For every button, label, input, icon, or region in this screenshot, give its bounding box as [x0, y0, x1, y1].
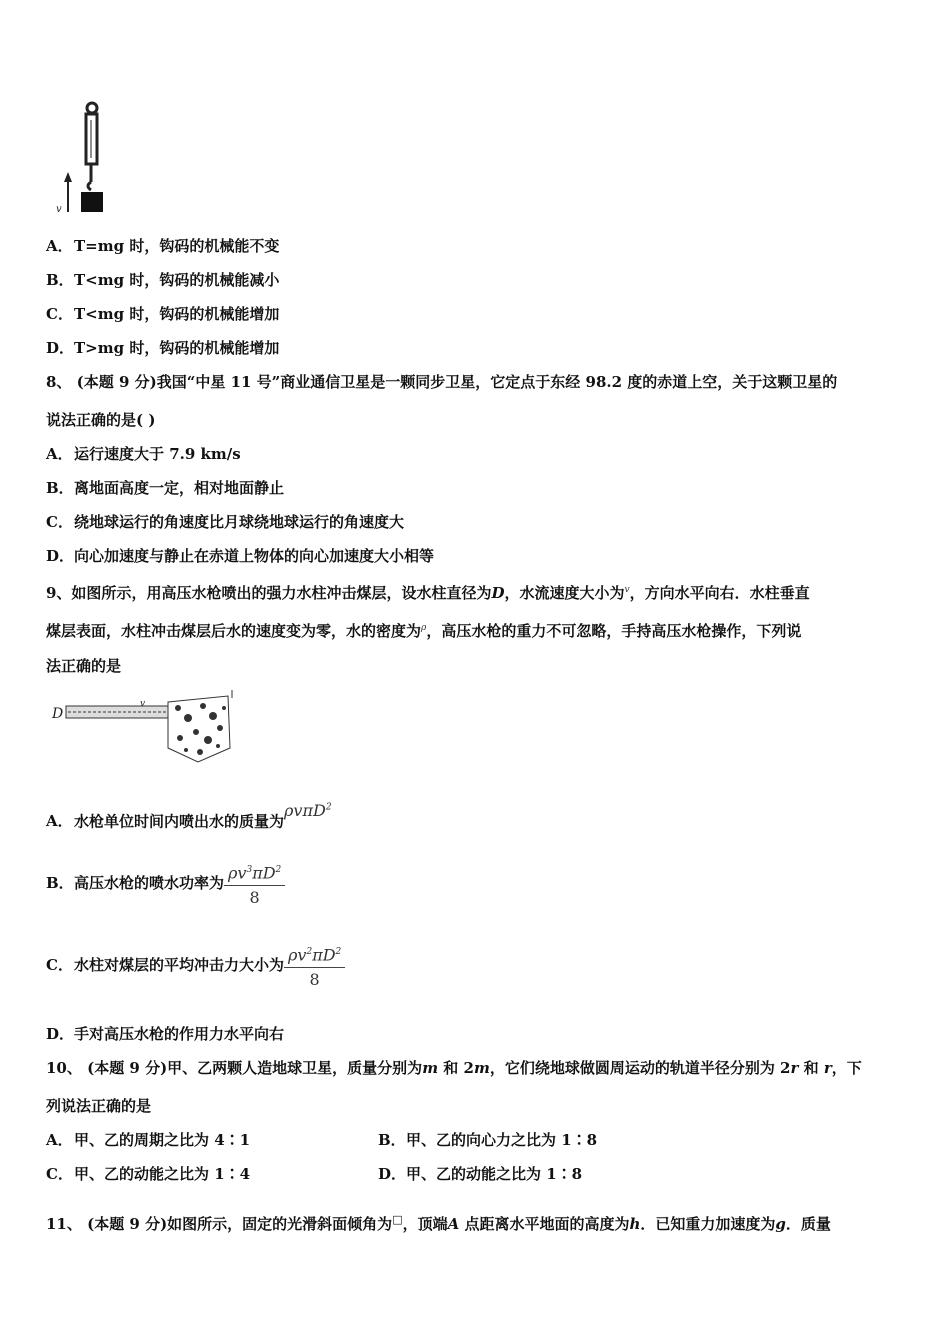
q10-option-b: B．甲、乙的向心力之比为 1∶8: [378, 1131, 598, 1149]
q10-option-d: D．甲、乙的动能之比为 1∶8: [378, 1165, 583, 1183]
q8-option-b: B．离地面高度一定，相对地面静止: [46, 479, 285, 497]
q7-option-c: C．T<mg 时，钩码的机械能增加: [46, 305, 280, 323]
q7-option-d: D．T>mg 时，钩码的机械能增加: [46, 339, 280, 357]
q10-option-a: A．甲、乙的周期之比为 4∶1: [46, 1131, 251, 1149]
q9-option-c-formula: $\frac{\rho v^2\pi D^2}{8}$: [284, 943, 345, 988]
q8-stem-line2: 说法正确的是( ): [46, 411, 156, 429]
q9-stem-line3: 法正确的是: [46, 657, 122, 675]
water-gun-figure: [48, 688, 238, 770]
q10-option-c: C．甲、乙的动能之比为 1∶4: [46, 1165, 251, 1183]
q8-option-c: C．绕地球运行的角速度比月球绕地球运行的角速度大: [46, 513, 405, 531]
q9-option-c: C．水柱对煤层的平均冲击力大小为 $\frac{\rho v^2\pi D^2}{8}$: [46, 942, 345, 988]
figure-label-d: D: [52, 706, 64, 722]
figure-label-v: v: [140, 699, 146, 709]
q10-stem-line2: 列说法正确的是: [46, 1097, 152, 1115]
q9-option-a: A．水枪单位时间内喷出水的质量为ρvπD$^2$: [46, 801, 332, 831]
q7-option-b: B．T<mg 时，钩码的机械能减小: [46, 271, 280, 289]
q7-option-a: A．T=mg 时，钩码的机械能不变: [46, 237, 280, 255]
q8-option-d: D．向心加速度与静止在赤道上物体的向心加速度大小相等: [46, 547, 435, 565]
q8-option-a: A．运行速度大于 7.9 km/s: [46, 445, 241, 463]
q9-stem-line2: 煤层表面，水柱冲击煤层后水的速度变为零，水的密度为$^\rho$，高压水枪的重力不可忽略，手持高压水枪操作，下列说: [46, 622, 802, 640]
q9-option-b-formula: $\frac{\rho v^3\pi D^2}{8}$: [224, 861, 285, 906]
q8-stem-line1: 8、 (本题 9 分)我国“中星 11 号”商业通信卫星是一颗同步卫星，它定点于东经 98.2 度的赤道上空，关于这颗卫星的: [46, 373, 838, 391]
svg-text:v: v: [56, 204, 62, 215]
q9-stem-line1: 9、如图所示，用高压水枪喷出的强力水柱冲击煤层，设水柱直径为D，水流速度大小为$^v$，方向水平向右．水柱垂直: [46, 584, 810, 602]
q9-option-b: B．高压水枪的喷水功率为 $\frac{\rho v^3\pi D^2}{8}$: [46, 860, 285, 906]
q11-stem-line1: 11、 (本题 9 分)如图所示，固定的光滑斜面倾角为□，顶端A 点距离水平地面的高度为h．已知重力加速度为g．质量: [46, 1213, 831, 1233]
q10-stem-line1: 10、 (本题 9 分)甲、乙两颗人造地球卫星，质量分别为m 和 2m，它们绕地球做圆周运动的轨道半径分别为 2r 和 r，下: [46, 1059, 862, 1077]
spring-scale-figure: [48, 100, 118, 220]
q9-option-d: D．手对高压水枪的作用力水平向右: [46, 1025, 285, 1043]
